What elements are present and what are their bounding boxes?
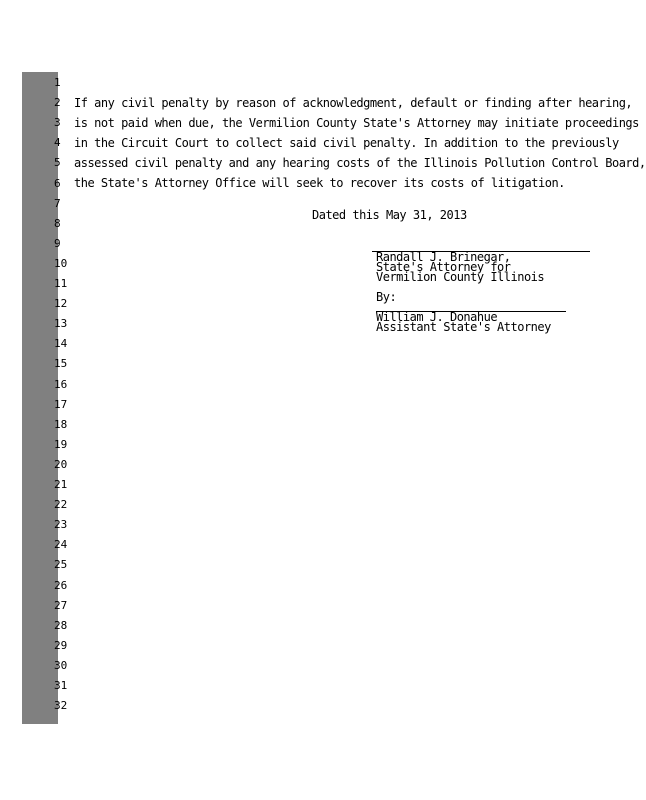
line-number: 24	[54, 538, 68, 552]
line-number: 15	[54, 357, 68, 371]
by-label: By:	[376, 290, 397, 304]
paragraph-line: the State's Attorney Office will seek to recover its costs of litigation.	[74, 176, 565, 190]
line-number: 29	[54, 638, 68, 652]
line-number: 10	[54, 256, 68, 270]
line-number: 16	[54, 377, 68, 391]
line-number: 5	[54, 156, 61, 170]
signer-title: State's Attorney for	[376, 260, 511, 274]
line-number: 20	[54, 457, 68, 471]
line-number: 22	[54, 498, 68, 512]
line-number: 7	[54, 196, 61, 210]
line-number: 11	[54, 277, 68, 290]
assistant-title: Assistant State's Attorney	[376, 320, 551, 334]
line-number: 3	[54, 116, 61, 130]
paragraph-line: assessed civil penalty and any hearing costs of the Illinois Pollution Control Board,	[74, 156, 646, 170]
line-number: 1	[54, 76, 61, 89]
line-number: 18	[54, 417, 68, 431]
dated-line: Dated this May 31, 2013	[312, 208, 467, 222]
line-number: 4	[54, 136, 61, 150]
assistant-name: William J. Donahue	[376, 310, 498, 324]
paragraph-line: is not paid when due, the Vermilion County State's Attorney may initiate proceedings	[74, 116, 639, 130]
paragraph-line: in the Circuit Court to collect said civil penalty. In addition to the previously	[74, 136, 619, 150]
line-number: 2	[54, 96, 61, 110]
line-number: 23	[54, 518, 68, 532]
line-number: 25	[54, 558, 68, 572]
line-number: 30	[54, 658, 68, 672]
line-number: 31	[54, 679, 68, 692]
line-number: 12	[54, 297, 68, 311]
line-number: 17	[54, 397, 68, 411]
line-number: 14	[54, 337, 68, 351]
signer-county: Vermilion County Illinois	[376, 270, 545, 284]
line-number: 28	[54, 618, 68, 632]
signer-name: Randall J. Brinegar,	[376, 250, 511, 264]
line-number: 19	[54, 437, 68, 451]
line-number: 8	[54, 216, 61, 230]
line-number: 32	[54, 699, 68, 713]
line-number: 21	[54, 478, 68, 491]
paragraph-line: If any civil penalty by reason of acknowledgment, default or finding after hearing,	[74, 96, 633, 110]
line-number: 13	[54, 317, 68, 331]
line-number: 27	[54, 598, 68, 612]
line-number-gutter	[22, 72, 68, 724]
line-number: 6	[54, 176, 61, 190]
line-number: 26	[54, 578, 68, 592]
line-number: 9	[54, 236, 61, 250]
